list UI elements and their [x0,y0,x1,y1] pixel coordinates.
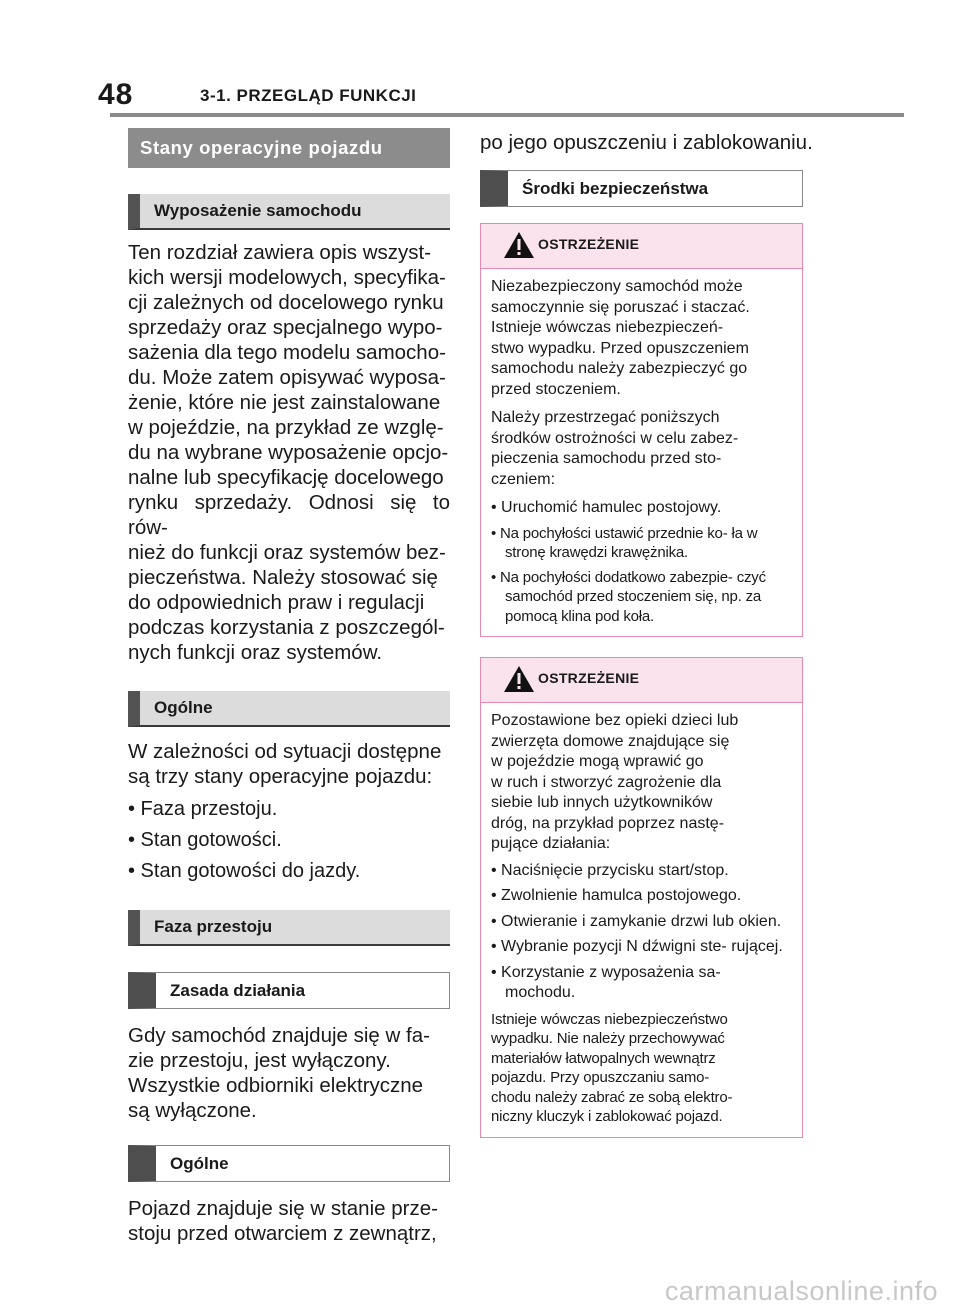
text-line: w pojeździe, na przykład ze wzglę- [128,416,444,439]
text-line: są trzy stany operacyjne pojazdu: [128,765,433,788]
subheading-equipment: Wyposażenie samochodu [128,194,450,230]
header-rule [110,113,904,117]
list-item: • Faza przestoju. [128,798,278,820]
warning-triangle-icon [503,665,535,693]
text-line: rynku sprzedaży. Odnosi się to rów- [128,491,450,539]
text-line: nych funkcji oraz systemów. [128,641,383,664]
list-item: • Otwieranie i zamykanie drzwi lub okien. [491,912,782,930]
text-line: Należy przestrzegać poniższych [491,409,720,426]
page-number: 48 [98,78,134,111]
text-line: Pozostawione bez opieki dzieci lub [491,712,739,729]
list-item: • Stan gotowości. [128,829,282,851]
equipment-text [128,240,450,665]
text-line: sprzedaży oraz specjalnego wypo- [128,316,443,339]
warning-title: OSTRZEŻENIE [538,236,640,252]
text-line: kich wersji modelowych, specyfika- [128,266,446,289]
warning-body [481,703,802,1137]
text-line: Istnieje wówczas niebezpieczeń- [491,319,724,336]
text-line: dróg, na przykład poprzez nastę- [491,814,725,832]
warning-title: OSTRZEŻENIE [538,670,640,686]
chapter-title: 3-1. PRZEGLĄD FUNKCJI [200,86,417,105]
list-item: • Stan gotowości do jazdy. [128,860,361,882]
general2-text [128,1196,450,1246]
text-line: zie przestoju, jest wyłączony. [128,1049,391,1072]
text-line: Gdy samochód znajduje się w fa- [128,1024,430,1047]
text-line: żenie, które nie jest zainstalowane [128,391,441,414]
text-line: niczny kluczyk i zablokować pojazd. [491,1108,723,1125]
warning-paragraph [491,711,790,855]
list-item: • Naciśnięcie przycisku start/stop. [491,861,729,879]
text-line: są wyłączone. [128,1099,257,1122]
section-heading: Stany operacyjne pojazdu [128,128,450,168]
text-line: samoczynnie się poruszać i staczać. [491,298,750,316]
text-line: du na wybrane wyposażenie opcjo- [128,441,449,464]
warning-box-1 [480,223,803,637]
text-line: wypadku. Nie należy przechowywać [491,1030,725,1047]
right-column [480,128,813,1138]
text-line: cji zależnych od docelowego rynku [128,291,444,314]
text-line: Ten rozdział zawiera opis wszyst- [128,241,432,264]
text-line: nież do funkcji oraz systemów bez- [128,541,446,564]
list-item: • Zwolnienie hamulca postojowego. [491,887,742,904]
text-line: chodu należy zabrać ze sobą elektro- [491,1088,733,1106]
text-line: podczas korzystania z poszczegól- [128,616,445,639]
text-line: du. Może zatem opisywać wyposa- [128,366,446,389]
text-line: Istnieje wówczas niebezpieczeństwo [491,1010,728,1028]
text-line: pojazdu. Przy opuszczaniu samo- [491,1069,710,1086]
text-line: Niezabezpieczony samochód może [491,278,743,295]
list-item: • Na pochyłości dodatkowo zabezpie- czyć samochód przed stoczeniem się, np. za pomocą klina pod koła. [491,568,766,625]
general-text [128,739,450,789]
text-line: do odpowiednich praw i regulacji [128,591,425,614]
list-item: • Korzystanie z wyposażenia sa- mochodu. [491,963,721,1001]
text-line: pieczeństwa. Należy stosować się [128,566,438,589]
list-item: • Uruchomić hamulec postojowy. [491,499,722,516]
text-line: zwierzęta domowe znajdujące się [491,732,730,750]
subheading-idle-phase: Faza przestoju [128,910,450,946]
warning-paragraph [491,1010,790,1127]
text-line: przed stoczeniem. [491,380,621,398]
warning-header [481,224,802,269]
text-line: środków ostrożności w celu zabez- [491,429,739,447]
text-line: w pojeździe mogą wprawić go [491,753,704,770]
warning-triangle-icon [503,231,535,259]
text-line: Wszystkie odbiorniki elektryczne [128,1074,424,1097]
warning-body [481,269,802,636]
text-line: siebie lub innych użytkowników [491,794,713,811]
text-line: pieczenia samochodu przed sto- [491,450,722,467]
warning-paragraph [491,277,790,400]
text-line: materiałów łatwopalnych wewnątrz [491,1049,716,1067]
warning-paragraph [491,408,790,490]
text-line: czeniem: [491,470,556,488]
text-line: stoju przed otwarciem z zewnątrz, [128,1222,437,1245]
text-line: Pojazd znajduje się w stanie prze- [128,1197,438,1220]
text-line: stwo wypadku. Przed opuszczeniem [491,339,749,357]
text-line: nalne lub specyfikację docelowego [128,466,444,489]
warning-header [481,658,802,703]
text-line: w ruch i stworzyć zagrożenie dla [491,773,722,791]
continued-text: po jego opuszczeniu i zablokowaniu. [480,131,813,154]
subheading-general: Ogólne [128,691,450,727]
text-line: samochodu należy zabezpieczyć go [491,360,748,377]
list-item: • Na pochyłości ustawić przednie ko- ła w stronę krawędzi krawężnika. [491,524,758,561]
left-column [128,128,450,1246]
text-line: pujące działania: [491,835,611,852]
subheading-safety: Środki bezpieczeństwa [480,170,803,207]
subheading-principle: Zasada działania [128,972,450,1009]
text-line: W zależności od sytuacji dostępne [128,740,442,763]
subheading-general-2: Ogólne [128,1145,450,1182]
list-item: • Wybranie pozycji N dźwigni ste- rującej. [491,938,783,955]
watermark: carmanualsonline.info [664,1276,938,1306]
text-line: sażenia dla tego modelu samocho- [128,341,446,364]
principle-text [128,1023,450,1123]
warning-box-2 [480,657,803,1138]
states-list [128,797,450,884]
